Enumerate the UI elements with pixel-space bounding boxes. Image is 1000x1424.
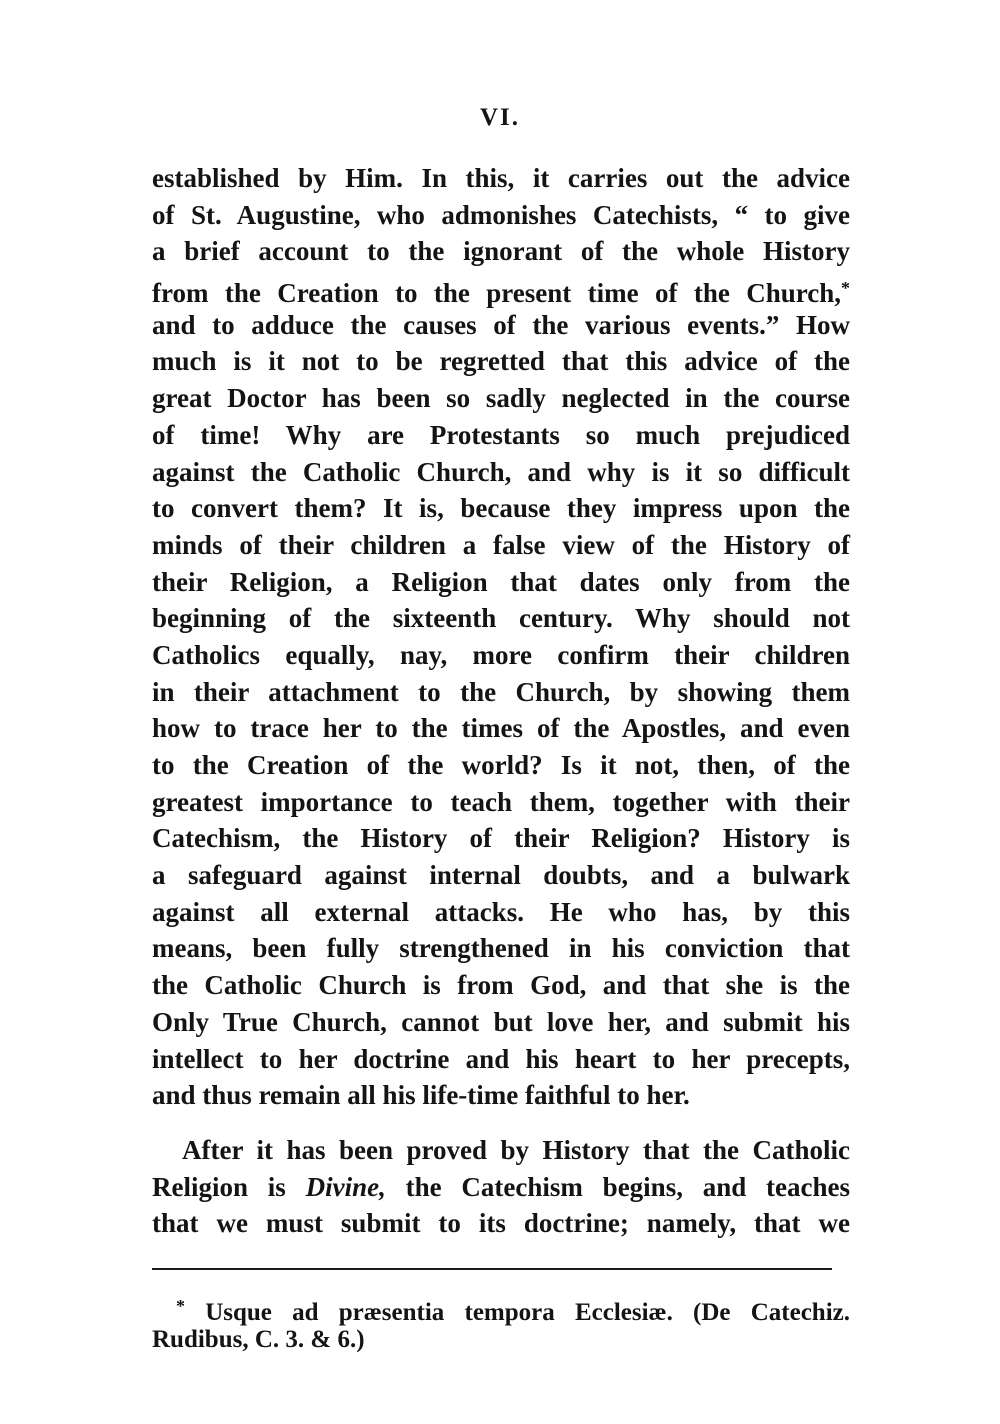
text-line-with-footnote-ref xyxy=(152,270,850,307)
text-line: minds of their children a false view of the History of xyxy=(152,529,850,560)
text-line: beginning of the sixteenth century. Why should not xyxy=(152,603,850,634)
text-line: that we must submit to its doctrine; namely, that we xyxy=(152,1208,850,1239)
text-line: to the Creation of the world? Is it not, then, of the xyxy=(152,750,850,780)
text-line: Catechism, the History of their Religion? History is xyxy=(152,823,850,854)
text-line: intellect to her doctrine and his heart to her precepts, xyxy=(152,1043,850,1074)
text-line: and thus remain all his life-time faithful to her. xyxy=(152,1080,690,1111)
text-line: much is it not to be regretted that this advice of the xyxy=(152,346,850,377)
text-line: of time! Why are Protestants so much prejudiced xyxy=(152,419,850,450)
text-line: and to adduce the causes of the various events.” How xyxy=(152,309,850,340)
text-line: established by Him. In this, it carries out the advice xyxy=(152,163,850,193)
italic-word: Divine, xyxy=(305,1171,386,1202)
footnote-line: Rudibus, C. 3. & 6.) xyxy=(152,1326,365,1353)
text-line: how to trace her to the times of the Apostles, and even xyxy=(152,713,850,744)
footnote-line xyxy=(152,1290,851,1326)
footnote-marker: * xyxy=(176,1296,185,1316)
text-line: against the Catholic Church, and why is it so difficult xyxy=(152,456,850,487)
page-number: VI. xyxy=(479,104,521,131)
text-line: a safeguard against internal doubts, and a bulwark xyxy=(152,860,850,891)
text-line: great Doctor has been so sadly neglected in the course xyxy=(152,383,850,414)
text-line: Catholics equally, nay, more confirm their children xyxy=(152,639,850,670)
footnote xyxy=(152,1290,850,1356)
footnote-divider xyxy=(152,1268,832,1270)
text-line: greatest importance to teach them, together with their xyxy=(152,786,850,817)
text-line-with-italic xyxy=(152,1169,850,1206)
footnote-text: Usque ad præsentia tempora Ecclesiæ. (De Catechiz. xyxy=(205,1299,851,1326)
text-line: of St. Augustine, who admonishes Catechists, “ to give xyxy=(152,199,850,230)
text-line: a brief account to the ignorant of the whole History xyxy=(152,236,850,267)
text-line: their Religion, a Religion that dates only from the xyxy=(152,566,850,597)
main-text xyxy=(152,160,850,1242)
text-line: Only True Church, cannot but love her, and submit his xyxy=(152,1006,850,1037)
paragraph-gap xyxy=(152,1114,850,1132)
text-segment: from the Creation to the present time of the Church, xyxy=(152,278,841,309)
text-line: After it has been proved by History that the Catholic xyxy=(182,1134,850,1165)
footnote-reference: * xyxy=(841,278,850,299)
text-line: the Catholic Church is from God, and that she is the xyxy=(152,970,850,1001)
text-line: against all external attacks. He who has, by this xyxy=(152,896,850,927)
text-line: means, been fully strengthened in his conviction that xyxy=(152,933,850,964)
text-segment: Religion is xyxy=(152,1171,286,1202)
text-line: to convert them? It is, because they impress upon the xyxy=(152,493,850,524)
text-segment: the Catechism begins, and teaches xyxy=(405,1171,851,1202)
text-line: in their attachment to the Church, by showing them xyxy=(152,676,850,707)
